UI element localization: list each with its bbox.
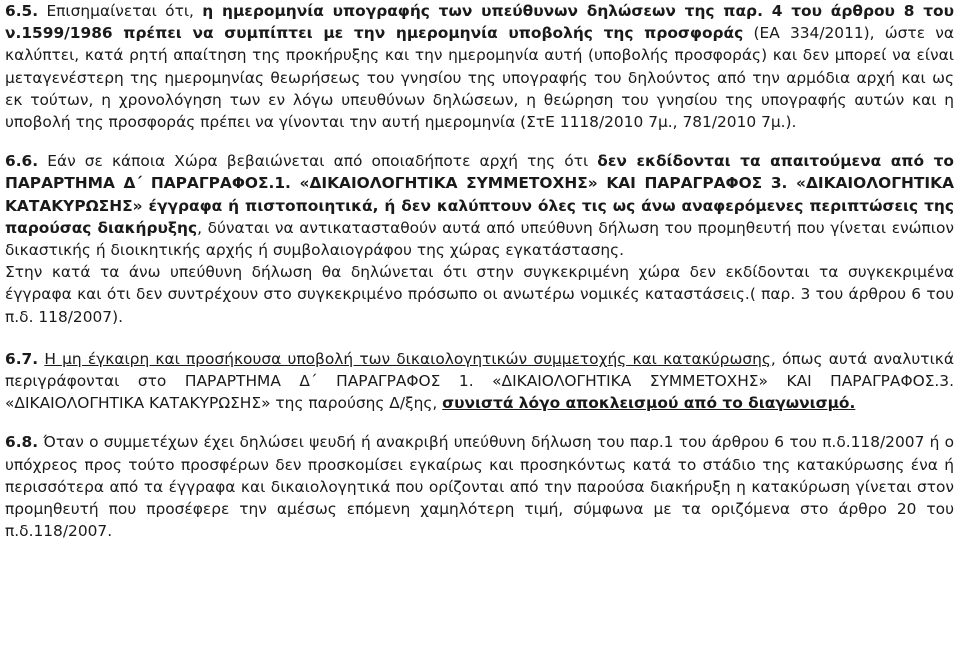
paragraph-text: Όταν ο συμμετέχων έχει δηλώσει ψευδή ή ανακριβή υπεύθυνη δήλωση του παρ.1 του άρθρου 6 του π.δ.118/2007 ή ο υπόχρεος προς τούτο προσφέρων δεν προσκομίσει εγκαίρως και προσηκόντως κατά το στάδιο της κατακύρωσης ένα ή περισσότερα από τα έγγραφα και δικαιολογητικά που ορίζονται από την παρούσα διακήρυξη η κατακύρωση γίνεται στον προμηθευτή που προσέφερε την αμέσως επόμενη χαμηλότερη τιμή, σύμφωνα με τα οριζόμενα στο άρθρο 20 του π.δ.118/2007. [5, 433, 954, 541]
paragraph-text-bold-underlined: συνιστά λόγο αποκλεισμού από το διαγωνισμό. [442, 394, 856, 413]
paragraph-text: (ΕΑ 334/2011), ώστε να καλύπτει, κατά ρητή απαίτηση της προκήρυξης και την ημερομηνία αυτή (υποβολής προσφοράς) και δεν μπορεί να είναι μεταγενέστερη της ημερομηνίας θεωρήσεως του γνησίου της υπογραφής του δηλούντος από την αρμόδια αρχή και ως εκ τούτων, η χρονολόγηση των εν λόγω υπευθύνων δηλώσεων, η θεώρηση του γνησίου της υπογραφής αυτών και η υποβολή της προσφοράς πρέπει να γίνονται την αυτή ημερομηνία (ΣτΕ 1118/2010 7μ., 781/2010 7μ.). [5, 24, 954, 132]
paragraph-6-6-continued [5, 261, 954, 328]
paragraph-number: 6.6. [5, 152, 39, 171]
paragraph-text-bold: δεν εκδίδονται τα απαιτούμενα από το ΠΑΡΑΡΤΗΜΑ Δ΄ ΠΑΡΑΓΡΑΦΟΣ.1. «ΔΙΚΑΙΟΛΟΓΗΤΙΚΑ ΣΥΜΜΕΤΟΧΗΣ» ΚΑΙ ΠΑΡΑΓΡΑΦΟΣ 3. «ΔΙΚΑΙΟΛΟΓΗΤΙΚΑ ΚΑΤΑΚΥΡΩΣΗΣ» έγγραφα ή πιστοποιητικά, ή δεν καλύπτουν όλες τις ως άνω αναφερόμενες περιπτώσεις της παρούσας διακήρυξης [5, 152, 954, 237]
paragraph-6-5 [5, 0, 954, 133]
paragraph-text: , όπως αυτά αναλυτικά περιγράφονται στο ΠΑΡΑΡΤΗΜΑ Δ΄ ΠΑΡΑΓΡΑΦΟΣ 1. «ΔΙΚΑΙΟΛΟΓΗΤΙΚΑ ΣΥΜΜΕΤΟΧΗΣ» ΚΑΙ ΠΑΡΑΓΡΑΦΟΣ.3. «ΔΙΚΑΙΟΛΟΓΗΤΙΚΑ ΚΑΤΑΚΥΡΩΣΗΣ» της παρούσης Δ/ξης, [5, 349, 954, 413]
paragraph-6-6 [5, 150, 954, 261]
paragraph-text: Εάν σε κάποια Χώρα βεβαιώνεται από οποιαδήποτε αρχή της ότι [38, 152, 598, 171]
paragraph-text: , δύναται να αντικατασταθούν αυτά από υπεύθυνη δήλωση του προμηθευτή που γίνεται ενώπιον δικαστικής ή διοικητικής αρχής ή συμβολαιογράφου της χώρας εγκατάστασης. [5, 218, 954, 260]
paragraph-text-bold: η ημερομηνία υπογραφής των υπεύθυνων δηλώσεων της παρ. 4 του άρθρου 8 του ν.1599/1986 πρέπει να συμπίπτει με την ημερομηνία υποβολής της προσφοράς [5, 2, 954, 43]
paragraph-text: Στην κατά τα άνω υπεύθυνη δήλωση θα δηλώνεται ότι στην συγκεκριμένη χώρα δεν εκδίδονται τα συγκεκριμένα έγγραφα και ότι δεν συντρέχουν στο συγκεκριμένο πρόσωπο οι ανωτέρω νομικές καταστάσεις.( παρ. 3 του άρθρου 6 του π.δ. 118/2007). [5, 263, 954, 326]
paragraph-6-8 [5, 431, 954, 542]
paragraph-6-7 [5, 348, 954, 415]
paragraph-number: 6.5. [5, 2, 39, 20]
paragraph-text-underlined: Η μη έγκαιρη και προσήκουσα υποβολή των δικαιολογητικών συμμετοχής και κατακύρωσης [44, 349, 771, 368]
paragraph-number: 6.7. [5, 349, 39, 368]
paragraph-number: 6.8. [5, 433, 39, 452]
paragraph-text: Επισημαίνεται ότι, [38, 2, 203, 20]
